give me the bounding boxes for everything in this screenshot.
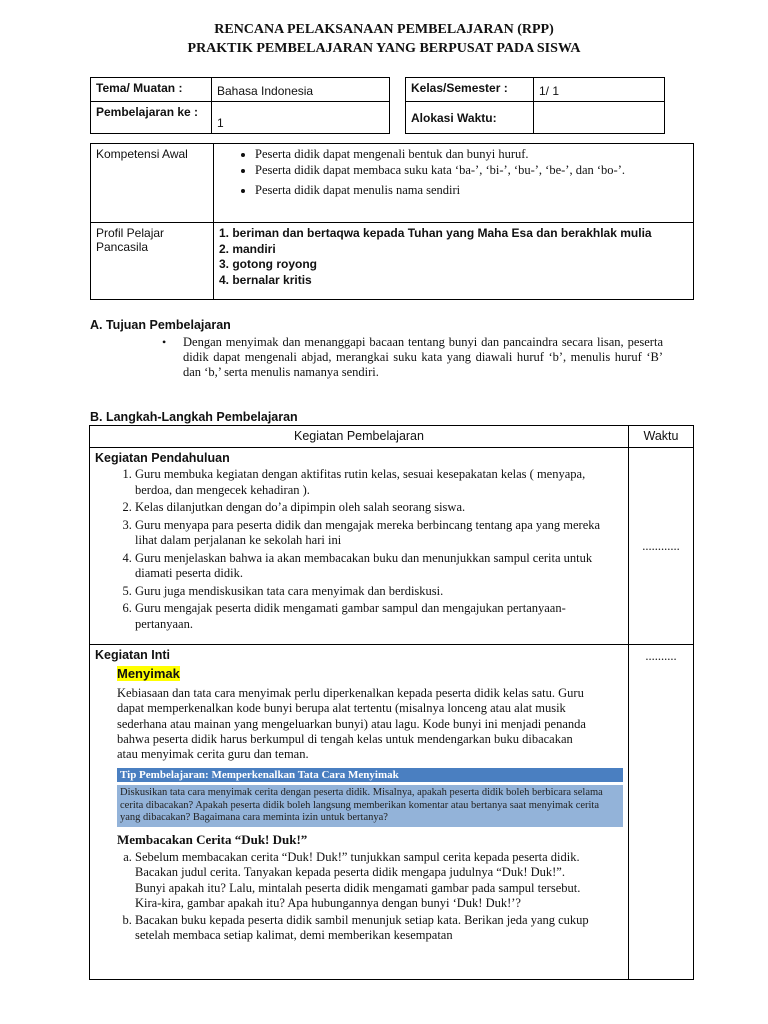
kompetensi-cell [214,144,694,223]
list-item: • Peserta didik dapat mengenali bentuk dan bunyi huruf. [255,147,688,161]
kelas-label: Kelas/Semester : [406,78,534,102]
kompetensi-label: Kompetensi Awal [91,144,214,223]
kompetensi-list [219,147,688,197]
pembelajaran-value: 1 [212,102,390,134]
list-item: 3. Guru menyapa para peserta didik dan mengajak mereka berbincang tentang apa yang mereka lihat dalam perjalanan ke sekolah hari ini [135,518,623,549]
list-item: 4. Guru menjelaskan bahwa ia akan membacakan buku dan menunjukkan sampul cerita untuk diamati peserta didik. [135,551,623,582]
pendahuluan-steps [95,467,623,632]
kelas-value: 1/ 1 [534,78,665,102]
inti-paragraph: Kebiasaan dan tata cara menyimak perlu diperkenalkan kepada peserta didik kelas satu. Guru dapat memperkenalkan kode bunyi berupa alat tertentu (misalnya lonceng atau alat musik sederhana atau mainan yang mengeluarkan bunyi) atau lagu. Kode bunyi ini menjadi penanda bahwa peserta didik harus berkumpul di tengah kelas untuk mendengarkan buku dibacakan atau menyimak cerita guru dan teman. [117,686,586,762]
alokasi-value [534,102,665,134]
tip-body: Diskusikan tata cara menyimak cerita dengan peserta didik. Misalnya, apakah peserta didik boleh berbicara selama cerita dibacakan? Apakah peserta didik boleh langsung memberikan komentar atau bertanya saat menyimak cerita yang dibacakan? Bagaimana cara meminta izin untuk bertanya? [117,785,623,827]
pendahuluan-cell [90,448,629,645]
document-title: RENCANA PELAKSANAAN PEMBELAJARAN (RPP) [214,22,554,37]
col-kegiatan-header: Kegiatan Pembelajaran [90,426,629,448]
langkah-table [89,425,694,980]
tema-value: Bahasa Indonesia [212,78,390,102]
pendahuluan-waktu: ............ [629,448,694,645]
tujuan-text: Dengan menyimak dan menanggapi bacaan tentang bunyi dan pancaindra secara lisan, peserta didik dapat mengenali abjad, merangkai suku kata yang diawali huruf ‘b’, menulis huruf ‘B’ dan ‘b,’ serta menulis namanya sendiri. [183,335,663,379]
list-item: 1. Guru membuka kegiatan dengan aktifitas rutin kelas, sesuai kesepakatan kelas ( menyapa, berdoa, dan mengecek kehadiran ). [135,467,623,498]
list-item: 6. Guru mengajak peserta didik mengamati gambar sampul dan mengajukan pertanyaan-pertanyaan. [135,601,623,632]
tujuan-heading: A. Tujuan Pembelajaran [90,318,231,332]
list-item: • Peserta didik dapat menulis nama sendiri [255,183,688,197]
list-item: 2. Kelas dilanjutkan dengan do’a dipimpin oleh salah seorang siswa. [135,500,623,516]
info-table-right [405,77,665,134]
langkah-heading: B. Langkah-Langkah Pembelajaran [90,410,298,424]
list-item: b. Bacakan buku kepada peserta didik sambil menunjuk setiap kata. Berikan jeda yang cukup setelah membaca setiap kalimat, demi memberikan kesempatan [135,913,595,944]
profil-item: 3. gotong royong [219,257,317,271]
profil-item: 1. beriman dan bertaqwa kepada Tuhan yang Maha Esa dan berakhlak mulia [219,226,652,240]
info-table-left [90,77,390,134]
list-item: • Peserta didik dapat membaca suku kata ‘ba-’, ‘bi-’, ‘bu-’, ‘be-’, dan ‘bo-’. [255,163,688,177]
inti-title: Kegiatan Inti [95,648,171,662]
profil-cell [214,223,694,300]
kompetensi-table [90,143,694,300]
profil-item: 2. mandiri [219,241,276,256]
list-item: 5. Guru juga mendiskusikan tata cara menyimak dan berdiskusi. [135,584,623,600]
list-item: a. Sebelum membacakan cerita “Duk! Duk!” tunjukkan sampul cerita kepada peserta didik. Bacakan judul cerita. Tanyakan kepada peserta didik mengapa judulnya “Duk! Duk!”. Bunyi apakah itu? Lalu, mintalah peserta didik mengamati gambar pada sampul tersebut. Kira-kira, gambar apakah itu? Apa hubungannya dengan bunyi ‘Duk! Duk!’? [135,850,595,911]
col-waktu-header: Waktu [629,426,694,448]
membacakan-list [95,850,623,944]
profil-item: 4. bernalar kritis [219,272,312,287]
inti-waktu: .......... [629,645,694,980]
tema-label: Tema/ Muatan : [91,78,212,102]
alokasi-label: Alokasi Waktu: [406,102,534,134]
tip-title: Tip Pembelajaran: Memperkenalkan Tata Cara Menyimak [117,768,623,782]
pendahuluan-title: Kegiatan Pendahuluan [95,451,230,465]
profil-label: Profil Pelajar Pancasila [91,223,214,300]
membacakan-heading: Membacakan Cerita “Duk! Duk!” [117,831,308,847]
document-subtitle: PRAKTIK PEMBELAJARAN YANG BERPUSAT PADA SISWA [187,41,581,56]
inti-cell [90,645,629,980]
menyimak-label: Menyimak [117,666,180,681]
bullet-icon: • [162,335,167,349]
pembelajaran-label: Pembelajaran ke : [91,102,212,134]
